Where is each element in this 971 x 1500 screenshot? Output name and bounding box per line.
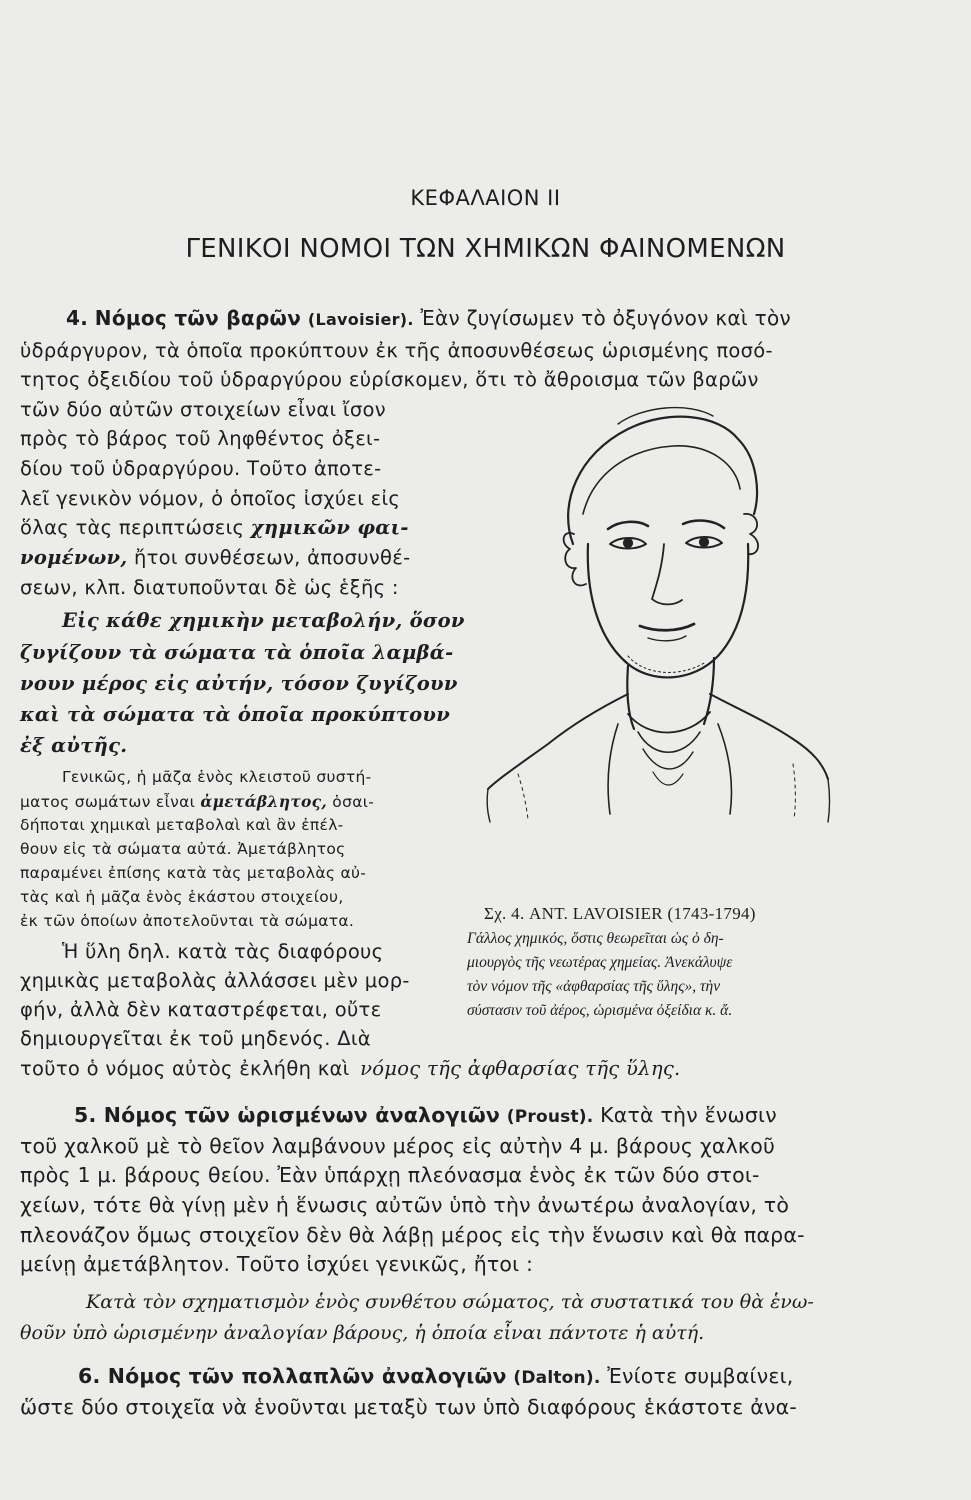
section-4-line-8 [20, 516, 409, 539]
chapter-label: ΚΕΦΑΛΑΙΟΝ ΙΙ [410, 186, 561, 210]
lavoisier-portrait [478, 394, 848, 824]
law-of-weights-2: ζυγίζουν τὰ σώματα τὰ ὁποῖα λαμβά- [20, 641, 454, 664]
small-text-2a: ματος σωμάτων εἶναι [20, 793, 196, 811]
small-text-7: ἐκ τῶν ὁποίων ἀποτελοῦνται τὰ σώματα. [20, 912, 355, 930]
section-4-person: (Lavoisier). [307, 310, 414, 329]
section-5-line-2: τοῦ χαλκοῦ μὲ τὸ θεῖον λαμβάνουν μέρος εἰς αὐτὴν 4 μ. βάρους χαλκοῦ [20, 1134, 776, 1158]
section-4-line-9b: ἤτοι συνθέσεων, ἀποσυνθέ- [133, 546, 411, 569]
small-text-2 [20, 792, 374, 811]
matter-text-1: Ἡ ὕλη δηλ. κατὰ τὰς διαφόρους [62, 940, 384, 963]
matter-text-4: δημιουργεῖται ἐκ τοῦ μηδενός. Διὰ [20, 1027, 371, 1050]
section-4-term-phenomena-end: νομένων, [20, 546, 128, 569]
law-definite-proportions-1: Κατὰ τὸν σχηματισμὸν ἑνὸς συνθέτου σώματος, τὰ συστατικά του θὰ ἑνω- [86, 1291, 814, 1313]
matter-text-5a: τοῦτο ὁ νόμος αὐτὸς ἐκλήθη καὶ [20, 1057, 350, 1080]
matter-text-5 [20, 1057, 681, 1080]
section-4-line-5: πρὸς τὸ βάρος τοῦ ληφθέντος ὀξει- [20, 427, 381, 450]
chapter-title: ΓΕΝΙΚΟΙ ΝΟΜΟΙ ΤΩΝ ΧΗΜΙΚΩΝ ΦΑΙΝΟΜΕΝΩΝ [185, 234, 786, 264]
section-4-line-6: δίου τοῦ ὑδραργύρου. Τοῦτο ἀποτε- [20, 457, 382, 480]
section-5-line-1: Κατὰ τὴν ἕνωσιν [600, 1103, 777, 1127]
section-4-line-8a: ὅλας τὰς περιπτώσεις [20, 516, 245, 539]
section-6-person: (Dalton). [513, 1368, 601, 1388]
section-4-line-4: τῶν δύο αὐτῶν στοιχείων εἶναι ἴσον [20, 398, 386, 421]
small-text-1: Γενικῶς, ἡ μᾶζα ἑνὸς κλειστοῦ συστή- [62, 768, 372, 786]
section-4-heading: Νόμος τῶν βαρῶν [94, 306, 302, 330]
section-6-line-1: Ἐνίοτε συμβαίνει, [607, 1364, 794, 1388]
matter-text-2: χημικὰς μεταβολὰς ἀλλάσσει μὲν μορ- [20, 969, 410, 992]
section-4-term-chemical-phenomena: χημικῶν φαι- [250, 516, 409, 539]
figure-caption-2: μιουργὸς τῆς νεωτέρας χημείας. Ἀνεκάλυψε [467, 954, 733, 971]
figure-caption-3: τὸν νόμον τῆς «ἀφθαρσίας τῆς ὕλης», τὴν [467, 978, 721, 995]
law-of-weights-5: ἐξ αὐτῆς. [20, 734, 128, 757]
term-indestructibility-of-matter: νόμος τῆς ἀφθαρσίας τῆς ὕλης. [360, 1057, 681, 1080]
section-4-line-9 [20, 546, 410, 569]
section-5-line-3: πρὸς 1 μ. βάρους θείου. Ἐὰν ὑπάρχῃ πλεόνασμα ἑνὸς ἐκ τῶν δύο στοι- [20, 1163, 760, 1187]
matter-text-3: φήν, ἀλλὰ δὲν καταστρέφεται, οὔτε [20, 998, 382, 1021]
section-4-line-1: Ἐὰν ζυγίσωμεν τὸ ὀξυγόνον καὶ τὸν [420, 306, 791, 330]
section-5-line-5: πλεονάζον ὅμως στοιχεῖον δὲν θὰ λάβῃ μέρος εἰς τὴν ἕνωσιν καὶ θὰ παρα- [20, 1223, 805, 1247]
figure-title: Σχ. 4. ANT. LAVOISIER (1743-1794) [484, 904, 756, 923]
section-6-heading-line [78, 1364, 793, 1388]
small-text-5: παραμένει ἐπίσης κατὰ τὰς μεταβολὰς αὐ- [20, 864, 367, 882]
small-text-6: τὰς καὶ ἡ μᾶζα ἑνὸς ἑκάστου στοιχείου, [20, 888, 344, 906]
section-5-heading: 5. Νόμος τῶν ὡρισμένων ἀναλογιῶν [74, 1103, 501, 1127]
law-of-weights-3: νουν μέρος εἰς αὐτήν, τόσον ζυγίζουν [20, 672, 458, 695]
section-6-heading: 6. Νόμος τῶν πολλαπλῶν ἀναλογιῶν [78, 1364, 507, 1388]
small-text-4: θουν εἰς τὰ σώματα αὐτά. Ἀμετάβλητος [20, 840, 346, 858]
section-4-line-3: τητος ὀξειδίου τοῦ ὑδραργύρου εὑρίσκομεν, ὅτι τὸ ἄθροισμα τῶν βαρῶν [20, 368, 759, 391]
figure-caption-4: σύστασιν τοῦ ἀέρος, ὡρισμένα ὀξείδια κ. ἄ. [467, 1002, 733, 1019]
section-5-person: (Proust). [506, 1107, 594, 1127]
small-text-3: δήποται χημικαὶ μεταβολαὶ καὶ ἂν ἐπέλ- [20, 816, 344, 834]
figure-caption-1: Γάλλος χημικός, ὅστις θεωρεῖται ὡς ὁ δη- [467, 930, 724, 947]
section-5-line-6: μείνῃ ἀμετάβλητον. Τοῦτο ἰσχύει γενικῶς, ἤτοι : [20, 1252, 534, 1276]
section-4-line-10: σεων, κλπ. διατυποῦνται δὲ ὡς ἑξῆς : [20, 576, 399, 599]
small-text-2c: ὁσαι- [332, 793, 375, 811]
section-4-number: 4. [66, 306, 89, 330]
law-of-weights-1: Εἰς κάθε χημικὴν μεταβολήν, ὅσον [62, 609, 465, 632]
law-definite-proportions-2: θοῦν ὑπὸ ὡρισμένην ἀναλογίαν βάρους, ἡ ὁποία εἶναι πάντοτε ἡ αὐτή. [20, 1322, 705, 1344]
section-5-line-4: χείων, τότε θὰ γίνῃ μὲν ἡ ἕνωσις αὐτῶν ὑπὸ τὴν ἀνωτέρω ἀναλογίαν, τὸ [20, 1193, 790, 1217]
section-5-heading-line [74, 1103, 777, 1127]
term-invariable: ἀμετάβλητος, [200, 792, 328, 811]
section-4-heading-line [66, 306, 791, 330]
section-6-line-2: ὥστε δύο στοιχεῖα νὰ ἑνοῦνται μεταξὺ των ὑπὸ διαφόρους ἑκάστοτε ἀνα- [20, 1395, 797, 1419]
law-of-weights-4: καὶ τὰ σώματα τὰ ὁποῖα προκύπτουν [20, 703, 451, 726]
section-4-line-2: ὑδράργυρον, τὰ ὁποῖα προκύπτουν ἐκ τῆς ἀποσυνθέσεως ὡρισμένης ποσό- [20, 339, 773, 362]
section-4-line-7: λεῖ γενικὸν νόμον, ὁ ὁποῖος ἰσχύει εἰς [20, 487, 401, 510]
